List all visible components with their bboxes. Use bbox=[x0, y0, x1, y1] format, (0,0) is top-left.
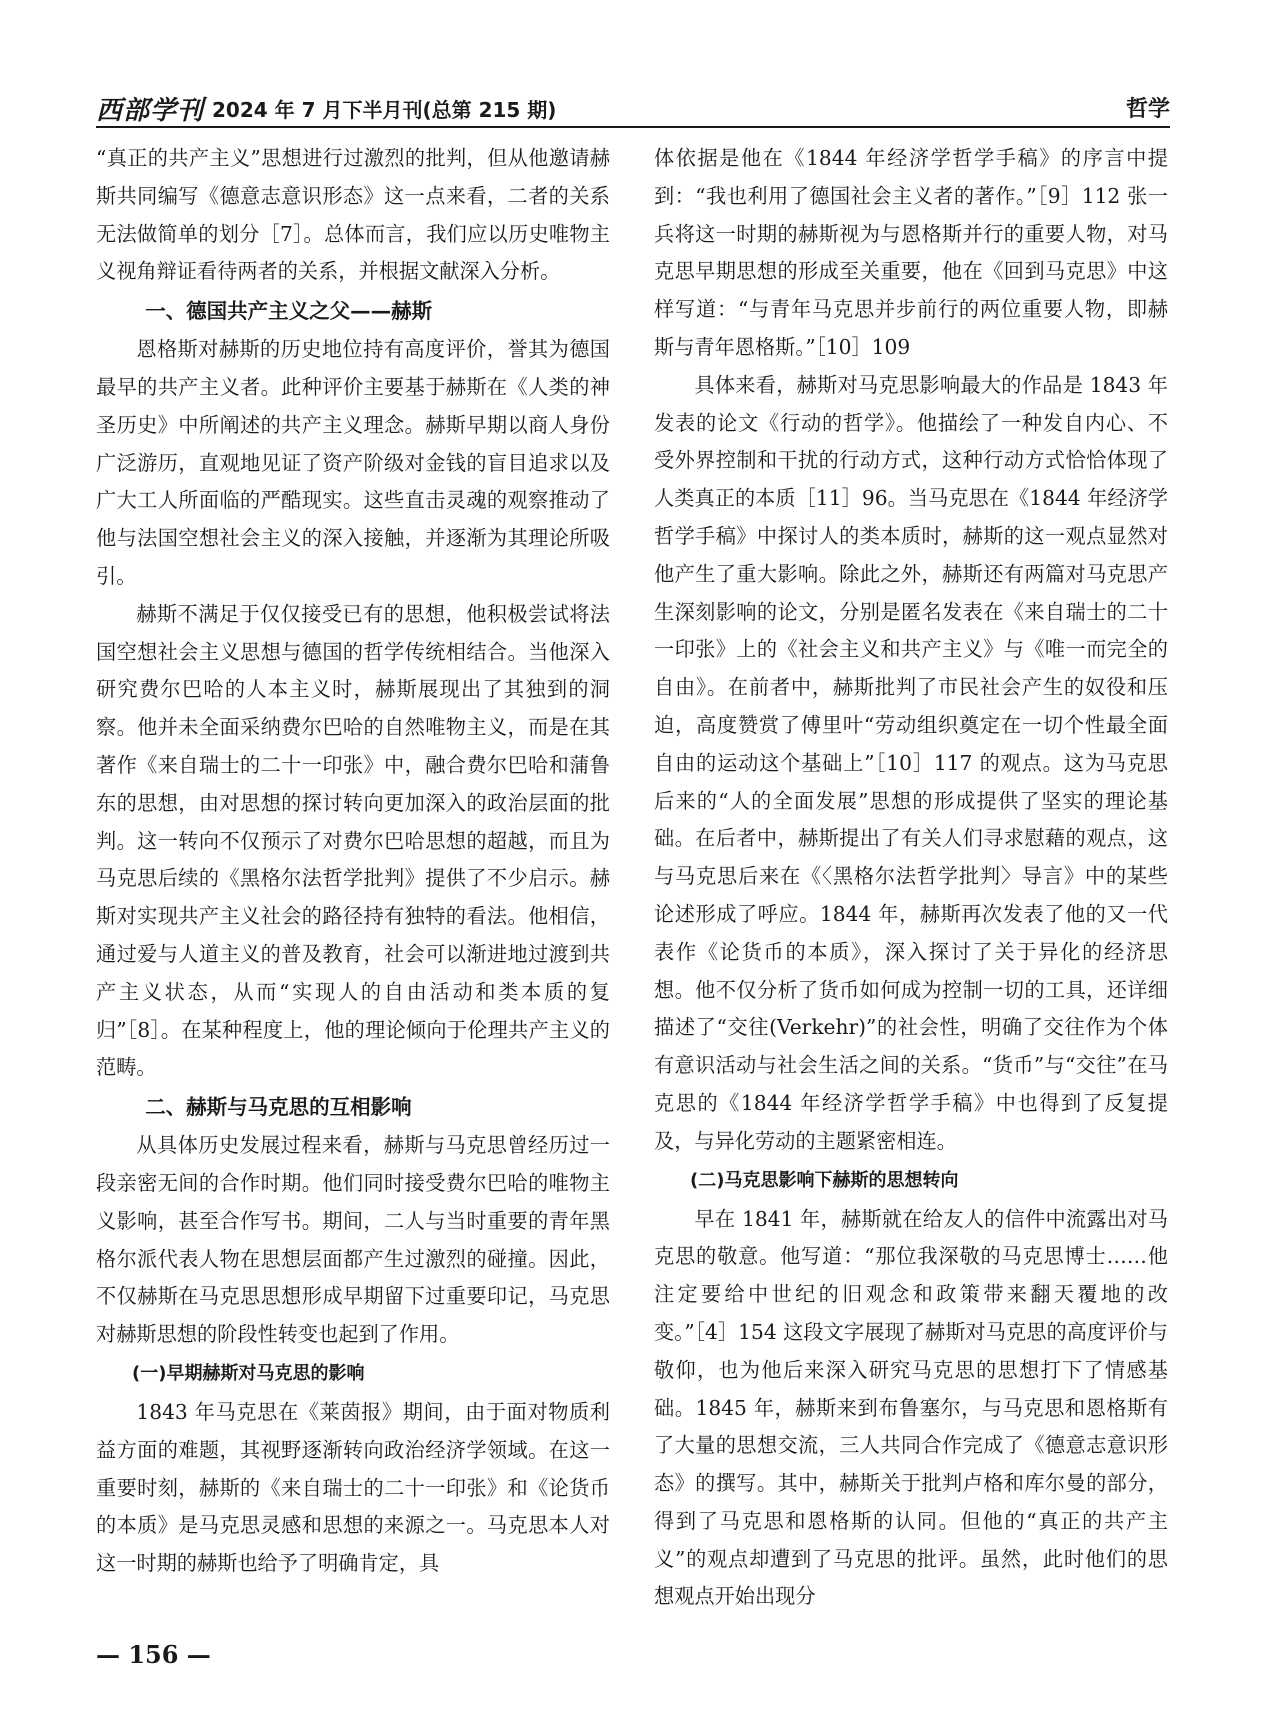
paragraph: 早在 1841 年，赫斯就在给友人的信件中流露出对马克思的敬意。他写道：“那位我深敬的马克思博士……他注定要给中世纪的旧观念和政策带来翻天覆地的改变。”［4］154 这段文字展现了赫斯对马克思的高度评价与敬仰，也为他后来深入研究马克思的思想打下了情感基础。1845 年，赫斯来到布鲁塞尔，与马克思和恩格斯有了大量的思想交流，三人共同合作完成了《德意志意识形态》的撰写。其中，赫斯关于批判卢格和库尔曼的部分，得到了马克思和恩格斯的认同。但他的“真正的共产主义”的观点却遭到了马克思的批评。虽然，此时他们的思想观点开始出现分 bbox=[654, 1206, 1168, 1609]
page-header bbox=[96, 86, 1170, 128]
subsection-heading: (二)马克思影响下赫斯的思想转向 bbox=[690, 1169, 959, 1191]
section-heading: 一、德国共产主义之父——赫斯 bbox=[145, 299, 433, 324]
paragraph: 具体来看，赫斯对马克思影响最大的作品是 1843 年发表的论文《行动的哲学》。他描绘了一种发自内心、不受外界控制和干扰的行动方式，这种行动方式恰恰体现了人类真正的本质［11］96。当马克思在《1844 年经济学哲学手稿》中探讨人的类本质时，赫斯的这一观点显然对他产生了重大影响。除此之外，赫斯还有两篇对马克思产生深刻影响的论文，分别是匿名发表在《来自瑞士的二十一印张》上的《社会主义和共产主义》与《唯一而完全的自由》。在前者中，赫斯批判了市民社会产生的奴役和压迫，高度赞赏了傅里叶“劳动组织奠定在一切个性最全面自由的运动这个基础上”［10］117 的观点。这为马克思后来的“人的全面发展”思想的形成提供了坚实的理论基础。在后者中，赫斯提出了有关人们寻求慰藉的观点，这与马克思后来在《〈黑格尔法哲学批判〉导言》中的某些论述形成了呼应。1844 年，赫斯再次发表了他的又一代表作《论货币的本质》，深入探讨了关于异化的经济思想。他不仅分析了货币如何成为控制一切的工具，还详细描述了“交往(Verkehr)”的社会性，明确了交往作为个体有意识活动与社会生活之间的关系。“货币”与“交往”在马克思的《1844 年经济学哲学手稿》中也得到了反复提及，与异化劳动的主题紧密相连。 bbox=[654, 372, 1168, 1153]
section-name: 哲学 bbox=[1125, 97, 1170, 122]
paragraph: “真正的共产主义”思想进行过激烈的批判，但从他邀请赫斯共同编写《德意志意识形态》这一点来看，二者的关系无法做简单的划分［7］。总体而言，我们应以历史唯物主义视角辩证看待两者的关系，并根据文献深入分析。 bbox=[96, 146, 610, 284]
right-column bbox=[654, 140, 1168, 1616]
journal-issue: 2024 年 7 月下半月刊(总第 215 期) bbox=[212, 98, 557, 122]
section-heading: 二、赫斯与马克思的互相影响 bbox=[145, 1095, 412, 1120]
paragraph: 从具体历史发展过程来看，赫斯与马克思曾经历过一段亲密无间的合作时期。他们同时接受费尔巴哈的唯物主义影响，甚至合作写书。期间，二人与当时重要的青年黑格尔派代表人物在思想层面都产生过激烈的碰撞。因此，不仅赫斯在马克思思想形成早期留下过重要印记，马克思对赫斯思想的阶段性转变也起到了作用。 bbox=[96, 1133, 610, 1347]
subsection-heading: (一)早期赫斯对马克思的影响 bbox=[132, 1362, 365, 1384]
page-number: — 156 — bbox=[96, 1640, 211, 1669]
journal-logo: 西部学刊 bbox=[96, 96, 205, 126]
paragraph: 赫斯不满足于仅仅接受已有的思想，他积极尝试将法国空想社会主义思想与德国的哲学传统相结合。当他深入研究费尔巴哈的人本主义时，赫斯展现出了其独到的洞察。他并未全面采纳费尔巴哈的自然唯物主义，而是在其著作《来自瑞士的二十一印张》中，融合费尔巴哈和蒲鲁东的思想，由对思想的探讨转向更加深入的政治层面的批判。这一转向不仅预示了对费尔巴哈思想的超越，而且为马克思后续的《黑格尔法哲学批判》提供了不少启示。赫斯对实现共产主义社会的路径持有独特的看法。他相信，通过爱与人道主义的普及教育，社会可以渐进地过渡到共产主义状态，从而“实现人的自由活动和类本质的复归”［8］。在某种程度上，他的理论倾向于伦理共产主义的范畴。 bbox=[96, 601, 610, 1080]
paragraph: 恩格斯对赫斯的历史地位持有高度评价，誉其为德国最早的共产主义者。此种评价主要基于赫斯在《人类的神圣历史》中所阐述的共产主义理念。赫斯早期以商人身份广泛游历，直观地见证了资产阶级对金钱的盲目追求以及广大工人所面临的严酷现实。这些直击灵魂的观察推动了他与法国空想社会主义的深入接触，并逐渐为其理论所吸引。 bbox=[96, 337, 610, 588]
left-column bbox=[96, 140, 610, 1583]
paragraph: 1843 年马克思在《莱茵报》期间，由于面对物质利益方面的难题，其视野逐渐转向政治经济学领域。在这一重要时刻，赫斯的《来自瑞士的二十一印张》和《论货币的本质》是马克思灵感和思想的来源之一。马克思本人对这一时期的赫斯也给予了明确肯定，具 bbox=[96, 1399, 610, 1576]
paragraph: 体依据是他在《1844 年经济学哲学手稿》的序言中提到：“我也利用了德国社会主义者的著作。”［9］112 张一兵将这一时期的赫斯视为与恩格斯并行的重要人物，对马克思早期思想的形成至关重要，他在《回到马克思》中这样写道：“与青年马克思并步前行的两位重要人物，即赫斯与青年恩格斯。”［10］109 bbox=[654, 146, 1168, 359]
